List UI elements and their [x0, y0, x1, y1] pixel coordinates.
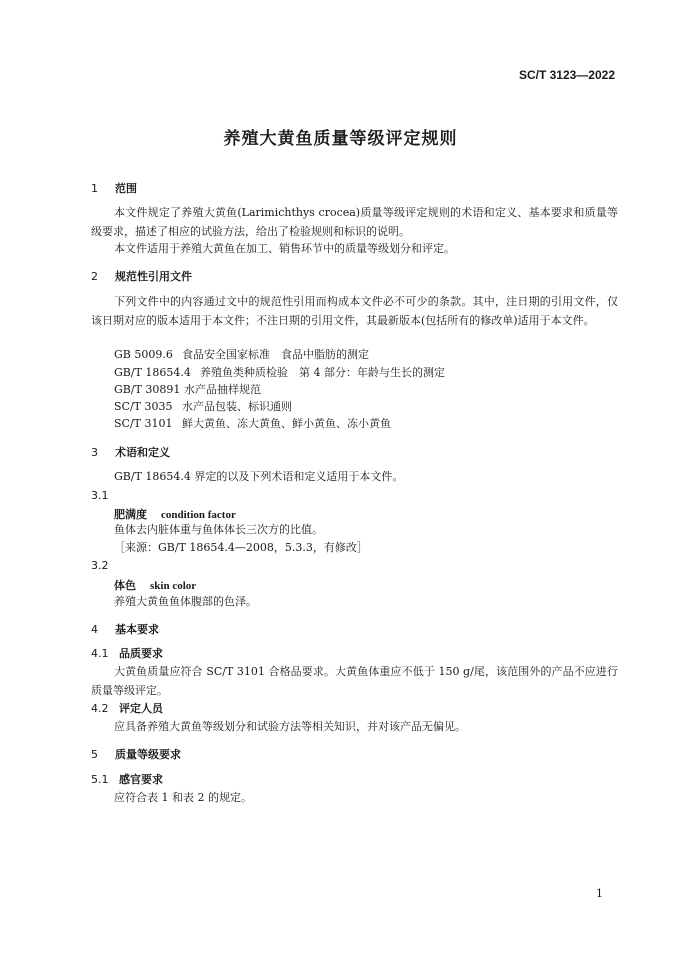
- section-title: 基本要求: [115, 623, 159, 636]
- section-title: 术语和定义: [115, 446, 170, 459]
- reference-code: SC/T 3101: [114, 417, 173, 430]
- reference-code: GB 5009.6: [114, 348, 173, 361]
- section-number: 4: [91, 623, 98, 636]
- subsection-5-1-heading: [91, 771, 163, 787]
- subsection-number: 4.2: [91, 702, 109, 715]
- assessor-paragraph: 应具备养殖大黄鱼等级划分和试验方法等相关知识，并对该产品无偏见。: [114, 720, 466, 733]
- section-title: 范围: [115, 182, 137, 195]
- reference-title: 水产品抽样规范: [184, 383, 261, 396]
- term-number: 3.2: [91, 559, 109, 572]
- section-4-heading: [91, 621, 159, 637]
- reference-title: 养殖鱼类种质检验 第 4 部分：年龄与生长的测定: [200, 366, 445, 379]
- scope-paragraph-2: 本文件适用于养殖大黄鱼在加工、销售环节中的质量等级划分和评定。: [114, 242, 455, 255]
- term-entry: [114, 577, 196, 593]
- section-2-heading: [91, 268, 192, 284]
- section-title: 规范性引用文件: [115, 270, 192, 283]
- subsection-number: 5.1: [91, 773, 109, 786]
- references-paragraph: 下列文件中的内容通过文中的规范性引用而构成本文件必不可少的条款。其中，注日期的引用文件，仅该日期对应的版本适用于本文件；不注日期的引用文件，其最新版本(包括所有的修改单)适用于本文件。: [91, 295, 618, 327]
- term-number: 3.1: [91, 489, 109, 502]
- section-number: 5: [91, 748, 98, 761]
- standard-number: SC/T 3123—2022: [518, 68, 615, 82]
- section-number: 2: [91, 270, 98, 283]
- subsection-4-2-heading: [91, 700, 163, 716]
- reference-title: 食品安全国家标准 食品中脂肪的测定: [182, 348, 369, 361]
- reference-code: GB/T 30891: [114, 383, 181, 396]
- reference-item: [114, 414, 391, 433]
- section-title: 质量等级要求: [115, 748, 181, 761]
- section-1-heading: [91, 180, 137, 196]
- term-definition: 养殖大黄鱼鱼体腹部的色泽。: [114, 595, 257, 608]
- scope-paragraph-1: 本文件规定了养殖大黄鱼(Larimichthys crocea)质量等级评定规则的术语和定义、基本要求和质量等级要求，描述了相应的试验方法，给出了检验规则和标识的说明。: [91, 206, 618, 238]
- term-english: skin color: [150, 580, 197, 592]
- reference-code: SC/T 3035: [114, 400, 173, 413]
- subsection-number: 4.1: [91, 647, 109, 660]
- reference-title: 水产品包装、标识通则: [182, 400, 292, 413]
- subsection-title: 品质要求: [119, 647, 163, 660]
- page-number: 1: [596, 887, 603, 900]
- section-5-heading: [91, 746, 181, 762]
- reference-item: [114, 345, 369, 364]
- subsection-title: 评定人员: [119, 702, 163, 715]
- subsection-title: 感官要求: [119, 773, 163, 786]
- term-definition: 鱼体去内脏体重与鱼体体长三次方的比值。: [114, 523, 323, 536]
- term-chinese: 体色: [114, 579, 136, 592]
- term-source: ［来源：GB/T 18654.4—2008，5.3.3，有修改］: [114, 541, 368, 554]
- term-chinese: 肥满度: [114, 508, 147, 521]
- document-title: 养殖大黄鱼质量等级评定规则: [223, 129, 458, 149]
- sensory-requirement-paragraph: 应符合表 1 和表 2 的规定。: [114, 791, 252, 804]
- subsection-4-1-heading: [91, 645, 163, 661]
- reference-title: 鲜大黄鱼、冻大黄鱼、鲜小黄鱼、冻小黄鱼: [182, 417, 391, 430]
- reference-code: GB/T 18654.4: [114, 366, 191, 379]
- section-number: 1: [91, 182, 98, 195]
- quality-requirement-paragraph: 大黄鱼质量应符合 SC/T 3101 合格品要求。大黄鱼体重应不低于 150 g/尾，该范围外的产品不应进行质量等级评定。: [91, 665, 618, 697]
- section-3-heading: [91, 444, 170, 460]
- section-number: 3: [91, 446, 98, 459]
- term-english: condition factor: [161, 509, 236, 521]
- terms-intro: GB/T 18654.4 界定的以及下列术语和定义适用于本文件。: [114, 470, 404, 483]
